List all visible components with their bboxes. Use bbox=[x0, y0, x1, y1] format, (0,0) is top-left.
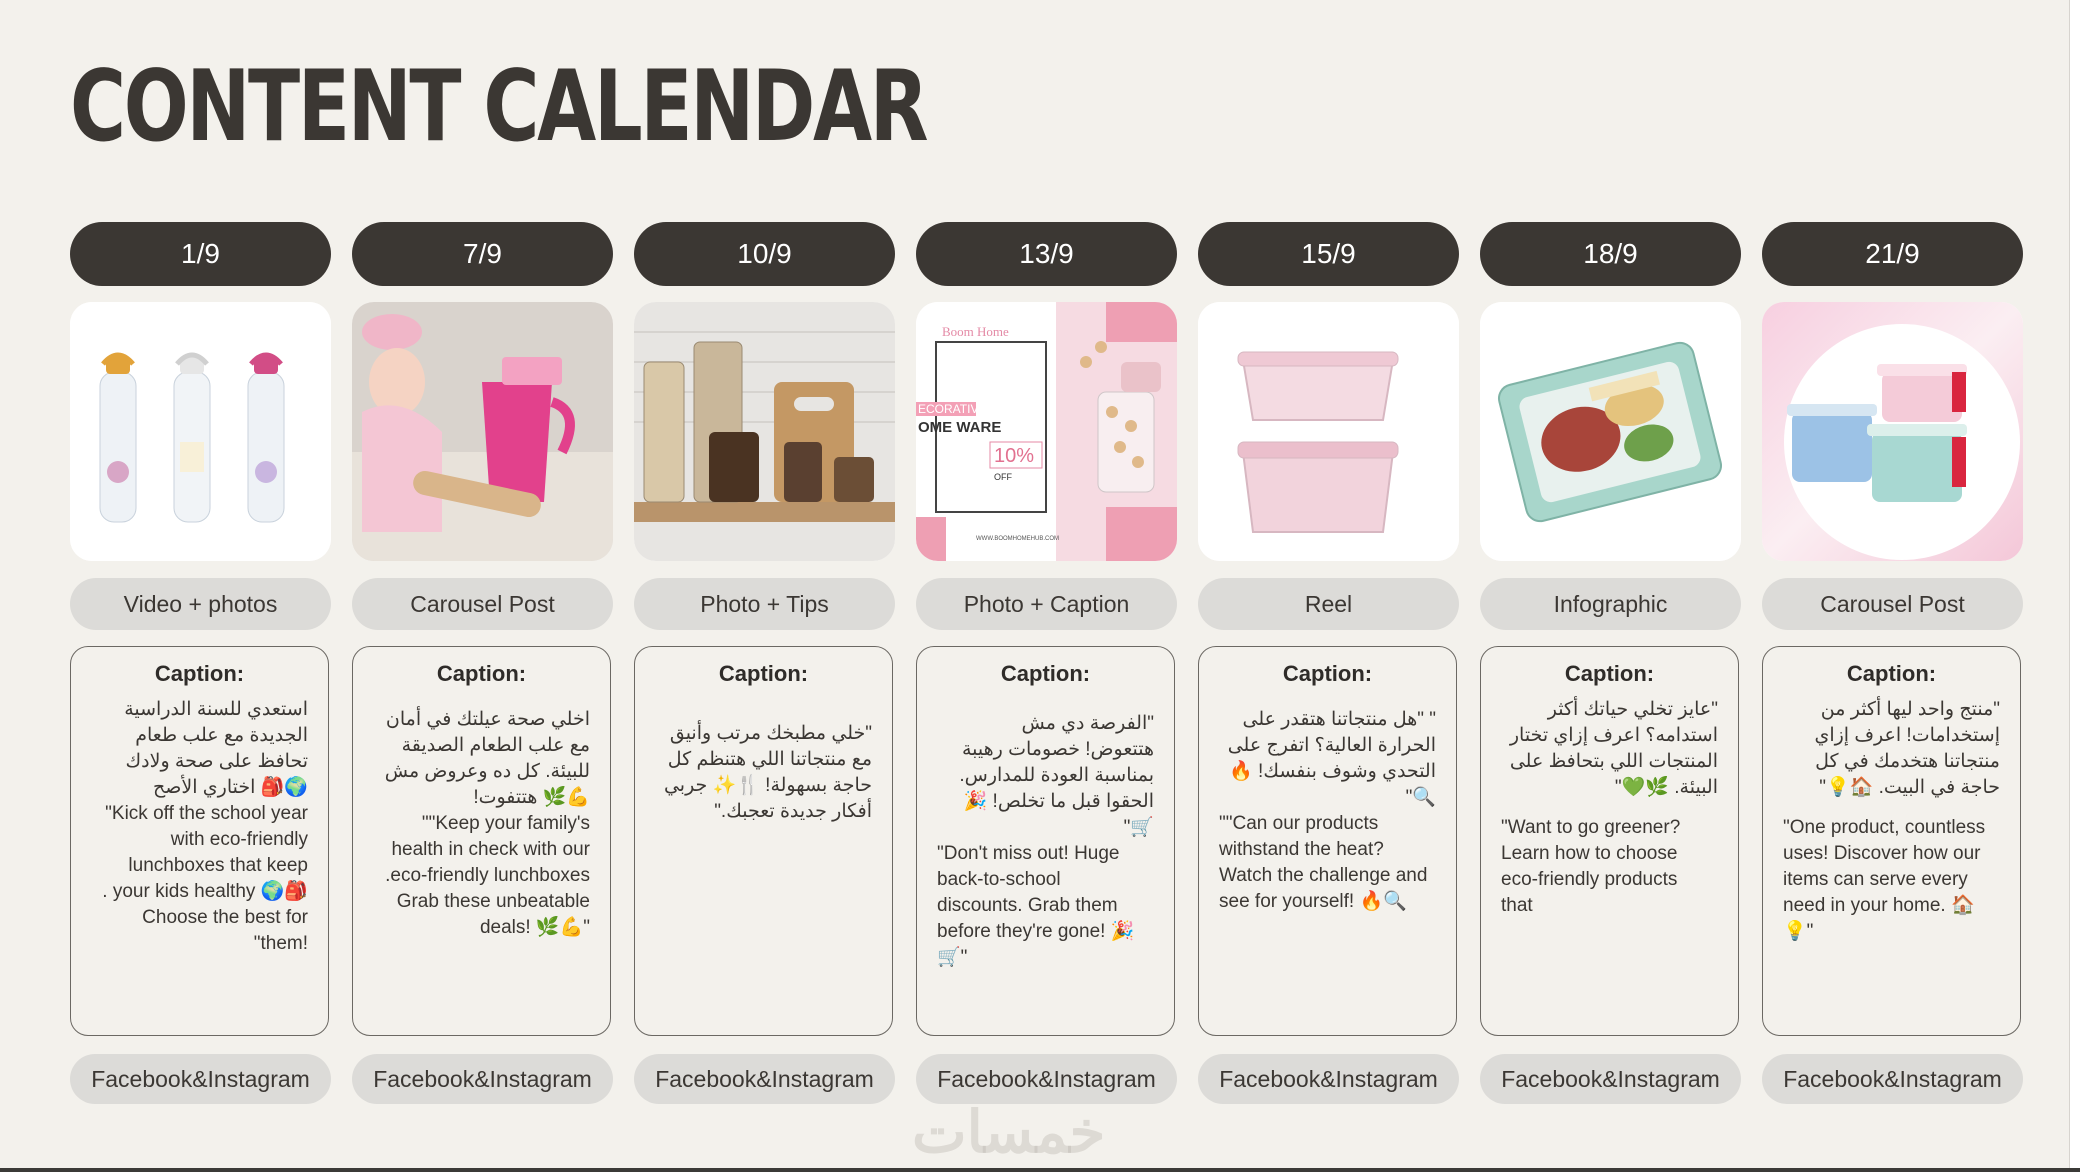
caption-heading: Caption: bbox=[436, 661, 527, 686]
caption-english: Keep your family's"" health in check with our eco-friendly lunchboxes. Grab these unbeatable "💪🌿 !deals bbox=[385, 813, 590, 938]
caption-box bbox=[70, 646, 329, 1036]
content-type-label: Photo + Tips bbox=[634, 578, 895, 630]
date-pill: 7/9 bbox=[352, 222, 613, 286]
watermark-logo: خمسات bbox=[912, 1100, 1106, 1165]
promo-discount: 10% bbox=[994, 445, 1035, 467]
date-pill: 10/9 bbox=[634, 222, 895, 286]
caption-box bbox=[916, 646, 1175, 1036]
date-pill: 1/9 bbox=[70, 222, 331, 286]
promo-text-2: OME WARE bbox=[918, 419, 1002, 436]
calendar-column bbox=[1198, 222, 1459, 1122]
caption-english: Kick off the school year" with eco-friendly lunchboxes that keep 🎒🌍 your kids healthy . Choose the best for !them" bbox=[102, 803, 308, 954]
caption-arabic: " "هل منتجاتنا هتقدر على الحرارة العالية؟ اتفرج على التحدي وشوف بنفسك! 🔥 🔍" bbox=[1227, 709, 1436, 808]
page-title: CONTENT CALENDAR bbox=[70, 50, 927, 164]
content-type-label: Photo + Caption bbox=[916, 578, 1177, 630]
caption-arabic: استعدي للسنة الدراسية الجديدة مع علب طعام تحافظ على صحة ولادك 🌍🎒 اختاري الأصح bbox=[124, 699, 308, 798]
food-container-image[interactable] bbox=[1480, 302, 1741, 561]
content-type-label: Reel bbox=[1198, 578, 1459, 630]
date-pill: 13/9 bbox=[916, 222, 1177, 286]
platform-label: Facebook&Instagram bbox=[352, 1054, 613, 1104]
platform-label: Facebook&Instagram bbox=[634, 1054, 895, 1104]
promo-logo: Boom Home bbox=[942, 324, 1009, 339]
platform-label: Facebook&Instagram bbox=[916, 1054, 1177, 1104]
caption-heading: Caption: bbox=[1564, 661, 1655, 686]
caption-english: "Want to go greener? Learn how to choose eco-friendly products that bbox=[1501, 817, 1681, 916]
calendar-column bbox=[634, 222, 895, 1122]
right-edge bbox=[2069, 0, 2080, 1172]
caption-arabic: اخلي صحة عيلتك في أمان مع علب الطعام الصديقة للبيئة. كل ده وعروض مش 💪🌿 هتتفوت! bbox=[384, 709, 590, 808]
calendar-column bbox=[1762, 222, 2023, 1122]
caption-box bbox=[1762, 646, 2021, 1036]
caption-heading: Caption: bbox=[1282, 661, 1373, 686]
caption-english: "Don't miss out! Huge back-to-school discounts. Grab them before they're gone! 🎉 🛒" bbox=[937, 843, 1135, 968]
calendar-columns bbox=[70, 222, 2022, 1122]
platform-label: Facebook&Instagram bbox=[1480, 1054, 1741, 1104]
promo-off: OFF bbox=[994, 472, 1012, 482]
platform-label: Facebook&Instagram bbox=[1198, 1054, 1459, 1104]
caption-arabic: "عايز تخلي حياتك أكثر استدامه؟ اعرف إزاي تختار المنتجات اللي بتحافظ على البيئة. 🌿💚" bbox=[1509, 699, 1718, 798]
promo-url: WWW.BOOMHOMEHUB.COM bbox=[976, 536, 1059, 542]
date-pill: 21/9 bbox=[1762, 222, 2023, 286]
calendar-column bbox=[70, 222, 331, 1122]
caption-arabic: "منتج واحد ليها أكثر من إستخدامات! اعرف إزاي منتجاتنا هتخدمك في كل حاجة في البيت. 🏠💡" bbox=[1814, 699, 2000, 798]
content-type-label: Carousel Post bbox=[352, 578, 613, 630]
caption-arabic: "الفرصة دي مش هتتعوض! خصومات رهيبة بمناسبة العودة للمدارس. الحقوا قبل ما تخلص! 🎉 🛒" bbox=[959, 713, 1154, 838]
caption-box bbox=[1480, 646, 1739, 1036]
caption-english: "One product, countless uses! Discover how our items can serve every need in your home. 🏠💡" bbox=[1783, 817, 1986, 942]
caption-arabic: "خلي مطبخك مرتب وأنيق مع منتجاتنا اللي هتنظم كل حاجة بسهولة! 🍴✨ جربي أفكار جديدة تعجبك." bbox=[663, 723, 872, 822]
pink-containers-image[interactable] bbox=[1198, 302, 1459, 561]
date-pill: 18/9 bbox=[1480, 222, 1741, 286]
date-pill: 15/9 bbox=[1198, 222, 1459, 286]
content-type-label: Infographic bbox=[1480, 578, 1741, 630]
caption-heading: Caption: bbox=[154, 661, 245, 686]
platform-label: Facebook&Instagram bbox=[1762, 1054, 2023, 1104]
caption-box bbox=[634, 646, 893, 1036]
bottom-border bbox=[0, 1168, 2080, 1172]
platform-label: Facebook&Instagram bbox=[70, 1054, 331, 1104]
calendar-column bbox=[916, 222, 1177, 1122]
content-type-label: Video + photos bbox=[70, 578, 331, 630]
caption-heading: Caption: bbox=[718, 661, 809, 686]
caption-box bbox=[352, 646, 611, 1036]
home-ware-promo-image[interactable] bbox=[916, 302, 1177, 561]
caption-box bbox=[1198, 646, 1457, 1036]
calendar-column bbox=[352, 222, 613, 1122]
content-type-label: Carousel Post bbox=[1762, 578, 2023, 630]
kitchen-jars-image[interactable] bbox=[634, 302, 895, 561]
promo-text-1: ECORATIVE bbox=[918, 402, 987, 416]
caption-english: ""Can our products withstand the heat? Watch the challenge and see for yourself! 🔥🔍 bbox=[1219, 813, 1428, 912]
water-bottles-image[interactable] bbox=[70, 302, 331, 561]
caption-heading: Caption: bbox=[1000, 661, 1091, 686]
stacked-containers-image[interactable] bbox=[1762, 302, 2023, 561]
child-baking-image[interactable] bbox=[352, 302, 613, 561]
calendar-column bbox=[1480, 222, 1741, 1122]
caption-heading: Caption: bbox=[1846, 661, 1937, 686]
